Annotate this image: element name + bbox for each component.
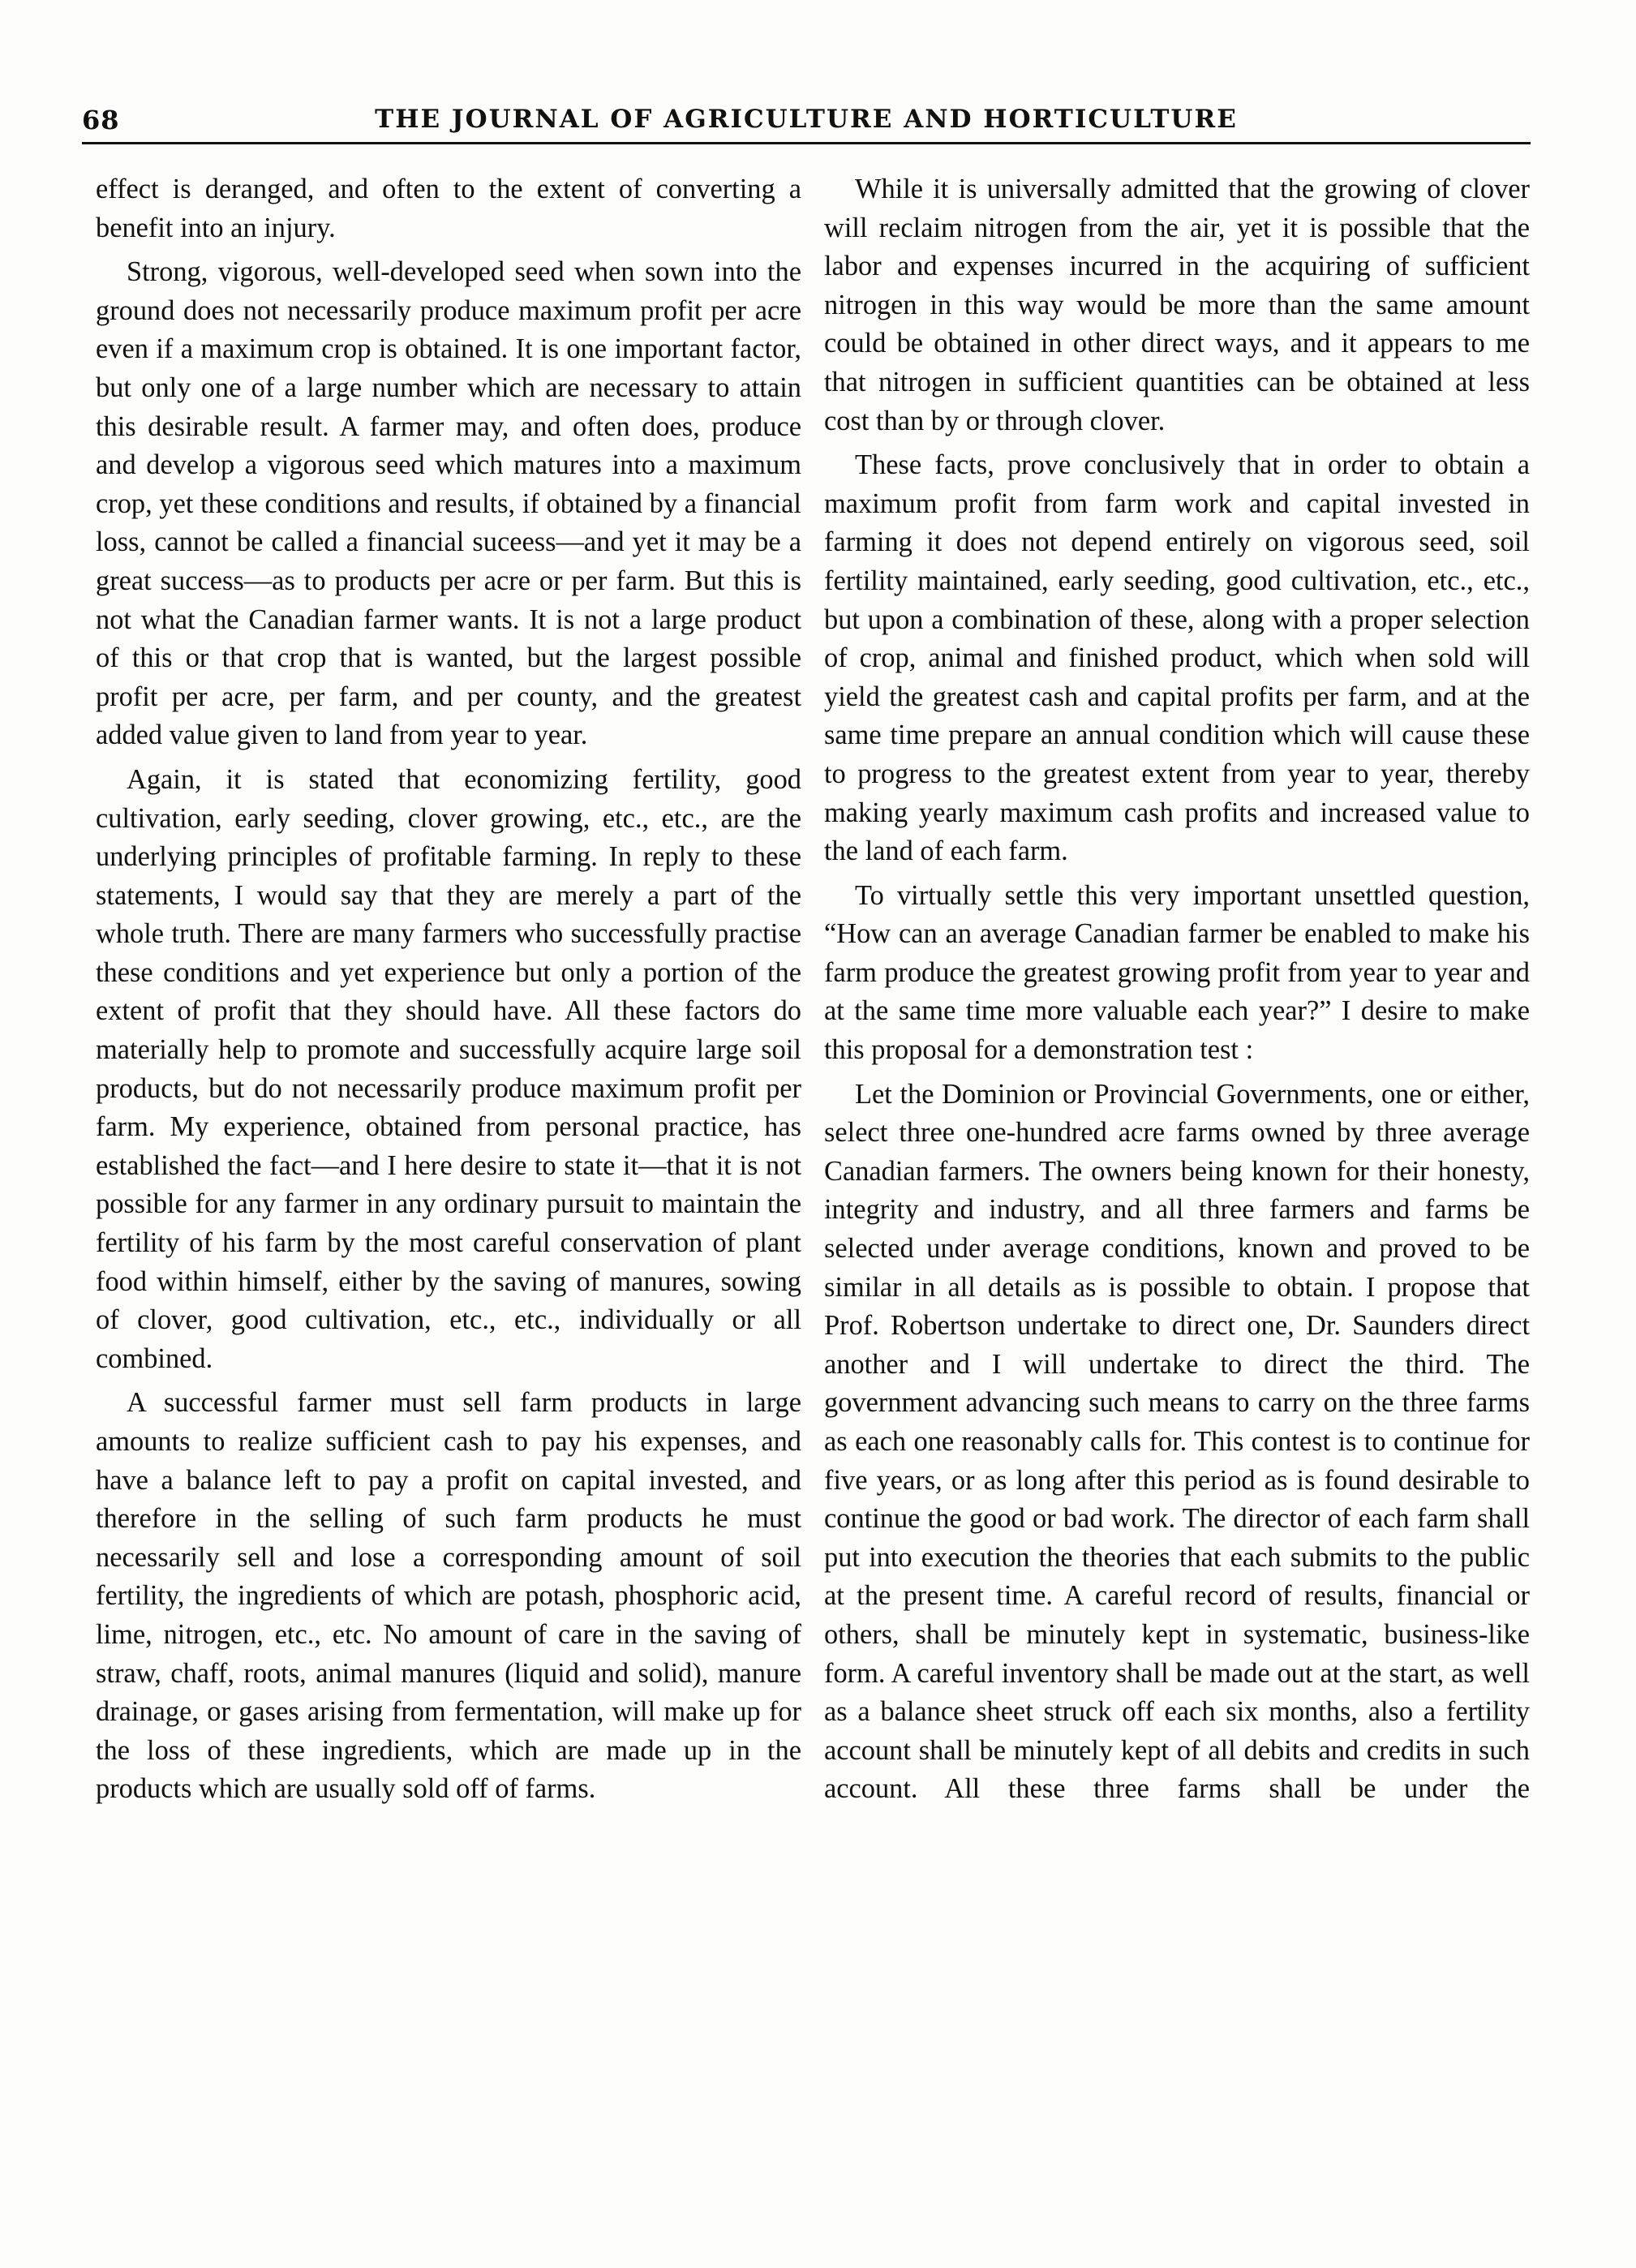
right-column <box>824 170 1530 1815</box>
paragraph: These facts, prove conclusively that in order to obtain a maximum profit from farm work and capital invested in farming it does not depend entirely on vigorous seed, soil fertility maintained, early seeding, good cultivation, etc., etc., but upon a combination of these, along with a proper selection of crop, animal and finished product, which when sold will yield the greatest cash and capital profits per farm, and at the same time prepare an annual condition which will cause these to progress to the greatest extent from year to year, thereby making yearly maximum cash profits and increased value to the land of each farm. <box>824 449 1530 867</box>
paragraph: A successful farmer must sell farm products in large amounts to realize sufficient cash to pay his expenses, and have a balance left to pay a profit on capital invested, and therefore in the selling of such farm products he must necessarily sell and lose a corresponding amount of soil fertility, the ingredients of which are potash, phosphoric acid, lime, nitrogen, etc., etc. No amount of care in the saving of straw, chaff, roots, animal manures (liquid and solid), manure drainage, or gases arising from fermentation, will make up for the loss of these ingredients, which are made up in the products which are usually sold off of farms. <box>96 1387 801 1805</box>
left-column <box>96 170 801 1815</box>
running-title: THE JOURNAL OF AGRICULTURE AND HORTICULTURE <box>375 105 1238 134</box>
page-header <box>82 101 1531 142</box>
page-number: 68 <box>82 105 120 135</box>
paragraph-continues: Let the Dominion or Provincial Governments, one or either, select three one-hundred acre farms owned by three average Canadian farmers. The owners being known for their honesty, integrity and industry, and all three farmers and farms be selected under average conditions, known and proved to be similar in all details as is possible to obtain. I propose that Prof. Robertson undertake to direct one, Dr. Saunders direct another and I will undertake to direct the third. The government advancing such means to carry on the three farms as each one reasonably calls for. This contest is to continue for five years, or as long after this period as is found desirable to continue the good or bad work. The director of each farm shall put into execution the theories that each submits to the public at the present time. A careful record of results, financial or others, shall be minutely kept in systematic, business-like form. A careful inventory shall be made out at the start, as well as a balance sheet struck off each six months, also a fertility account shall be minutely kept of all debits and credits in such account. All these three farms shall be under the <box>824 1078 1530 1805</box>
paragraph: Strong, vigorous, well-developed seed when sown into the ground does not necessarily produce maximum profit per acre even if a maximum crop is obtained. It is one important factor, but only one of a large number which are necessary to attain this desirable result. A farmer may, and often does, produce and develop a vigorous seed which matures into a maximum crop, yet these conditions and results, if obtained by a financial loss, cannot be called a financial suceess—and yet it may be a great success—as to products per acre or per farm. But this is not what the Canadian farmer wants. It is not a large product of this or that crop that is wanted, but the largest possible profit per acre, per farm, and per county, and the greatest added value given to land from year to year. <box>96 256 801 751</box>
header-rule <box>82 142 1531 144</box>
paragraph-continued: effect is deranged, and often to the extent of converting a benefit into an injury. <box>96 174 801 243</box>
paragraph: To virtually settle this very important unsettled question, “How can an average Canadian farmer be enabled to make his farm produce the greatest growing profit from year to year and at the same time more valuable each year?” I desire to make this proposal for a demonstration test : <box>824 879 1530 1066</box>
paragraph: Again, it is stated that economizing fertility, good cultivation, early seeding, clover growing, etc., etc., are the underlying principles of profitable farming. In reply to these statements, I would say that they are merely a part of the whole truth. There are many farmers who successfully practise these conditions and yet experience but only a portion of the extent of profit that they should have. All these factors do materially help to promote and successfully acquire large soil products, but do not necessarily produce maximum profit per farm. My experience, obtained from personal practice, has established the fact—and I here desire to state it—that it is not possible for any farmer in any ordinary pursuit to maintain the fertility of his farm by the most careful conservation of plant food within himself, either by the saving of manures, sowing of clover, good cultivation, etc., etc., individually or all combined. <box>96 763 801 1374</box>
paragraph: While it is universally admitted that the growing of clover will reclaim nitrogen from the air, yet it is possible that the labor and expenses incurred in the acquiring of sufficient nitrogen in this way would be more than the same amount could be obtained in other direct ways, and it appears to me that nitrogen in sufficient quantities can be obtained at less cost than by or through clover. <box>824 174 1530 436</box>
